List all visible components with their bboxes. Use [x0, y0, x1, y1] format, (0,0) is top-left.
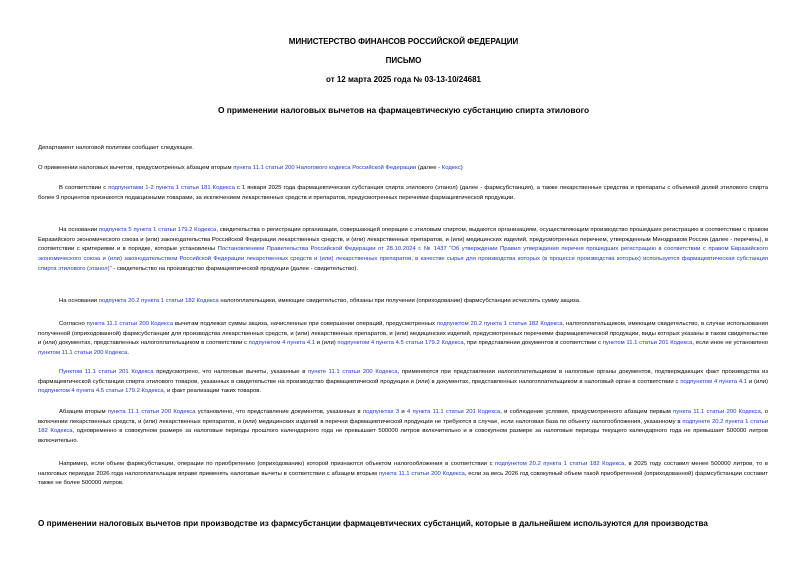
text: , если иное не установлено	[692, 340, 768, 347]
text: , применяются при представлении налогоплательщиком в налоговые органы документов, подтверждающих факт производства из фармацевтической субстанции спирта этилового товаров, указанных в свидетельстве на производство фармацевтической продукции и (или) в документах, представленных налогоплательщиком в налоговый орган в соответствии с	[38, 369, 769, 385]
document-date-number: от 12 марта 2025 года № 03-13-10/24681	[326, 75, 481, 84]
link[interactable]: подпунктом 20.2 пункта 1 статьи 182 Кодекса	[495, 461, 625, 467]
link-article-181[interactable]: подпунктами 1-2 пункта 1 статьи 181 Кодекса	[108, 185, 235, 191]
document-title: О применении налоговых вычетов на фармацевтическую субстанцию спирта этилового	[217, 105, 590, 115]
link-government-decree[interactable]: Постановлением Правительства Российской Федерации от 28.10.2024 г. № 1437 "Об утверждении Правил утверждения перечня прошедших регистрацию в соответствии с правом Евразийского экономического союза и (или) законодательством Российской Федерации лекарственных средств и (или) лекарственных препаратов, в качестве сырья для производства которых (в процессе производства которых) используется фармацевтическая субстанция спирта этилового (этанол)"	[38, 246, 768, 272]
paragraph-7	[38, 408, 768, 447]
paragraph-2	[38, 184, 768, 203]
text: (далее -	[416, 165, 442, 171]
text: и (или)	[315, 340, 338, 347]
paragraph-3	[38, 226, 768, 275]
text: , при представлении документов в соответствии с	[463, 340, 603, 347]
link[interactable]: пункта 11.1 статьи 200 Кодекса	[378, 470, 465, 477]
link[interactable]: подпунктом 4 пункта 4.1	[680, 378, 748, 385]
document-type: ПИСЬМО	[385, 56, 422, 65]
text: установлено, что представление документов, указанных в	[195, 409, 363, 415]
text: О применении налоговых вычетов, предусмотренных абзацем вторым	[38, 165, 234, 171]
link[interactable]: подпунктом 4 пункта 4.5 статьи 179.2 Кодекса	[38, 388, 164, 395]
text: , свидетельства о регистрации организации, совершающей операции с этиловым спиртом, выдаются организациям, осуществляющим производство прошедших регистрацию в соответствии с правом Евразийского экономического союза и (или) законодательства Российской Федерации лекарственных средств, и (или) лекарственных препаратов, и (или) медицинских изделий, предусмотренных перечнем, утвержденным Минздравом России (далее - перечень), в соответствии с критериями и в порядке, которые установлены	[38, 227, 768, 253]
text: , и факт реализации таких товаров.	[163, 388, 262, 395]
link[interactable]: подпункте 20.2 пункта 1 статьи 182 Кодекса	[38, 418, 768, 435]
text: с 1 января 2025 года фармацевтическая субстанция спирта этилового (этанол) (далее - фармсубстанция), а также лекарственные средства и препараты с объемной долей этилового спирта более 9 процентов признаются подакцизными товарами, за исключением лекарственных средств и препаратов, предусмотренных перечнями фармацевтической продукции.	[38, 185, 768, 201]
text: Например, если объем фармсубстанции, операции по приобретению (оприходованию) которой признаются объектом налогообложения в соответствии с	[59, 461, 496, 467]
link[interactable]: подпунктах 3	[362, 409, 400, 415]
link[interactable]: Пунктом 11.1 статьи 201 Кодекса	[59, 369, 154, 375]
link[interactable]: подпунктом 4 пункта 4.1	[248, 340, 316, 347]
text: .	[127, 350, 129, 357]
paragraph-4	[38, 297, 768, 307]
paragraph-8	[38, 460, 768, 489]
text: )	[460, 165, 463, 171]
text: , и соблюдение условия, предусмотренного абзацем первым	[500, 409, 674, 415]
link[interactable]: пункта 11.1 статьи 200 Кодекса	[86, 321, 174, 327]
link-article-179-2[interactable]: подпункта 5 пункта 1 статьи 179.2 Кодекса	[98, 227, 217, 233]
text: На основании	[59, 227, 99, 233]
paragraph-6	[38, 368, 768, 397]
link-article-200[interactable]: пункта 11.1 статьи 200 Налогового кодекса Российской Федерации	[233, 165, 417, 171]
text: , если за весь 2026 год совокупный объем такой приобретенной (оприходованной) фармсубстанции составит также не более 500000 литров.	[38, 470, 768, 487]
text: , о включении лекарственных средств, и (или) лекарственных препаратов, и (или) медицинских изделий в перечни фармацевтической продукции не требуются в случае, если налоговая база по объекту налогообложения, указанному в	[38, 409, 768, 425]
text: , одновременно в совокупном размере за налоговые периоды прошлого календарного года не превышает 500000 литров включительно и в совокупном размере за налоговые периоды текущего календарного года не превышает 500000 литров включительно.	[38, 428, 768, 445]
text: , налогоплательщиком, имеющим свидетельство, в случае использования полученной (оприходованной) фармсубстанции для производства лекарственных средств, и (или) лекарственных препаратов, и (или) медицинских изделий, предусмотренных перечнями фармацевтической продукции, виды которых указаны в таком свидетельстве и (или) документах, представленных налогоплательщиком в соответствии с	[38, 321, 769, 347]
link[interactable]: подпунктом 20.2 пункта 1 статьи 182 Кодекса	[436, 321, 563, 327]
text: , в 2025 году составил менее 500000 литров, то в налоговых периодах 2026 года налогоплательщик вправе применять налоговые вычеты в соответствии с абзацем вторым	[38, 461, 768, 477]
text: и (или)	[747, 378, 768, 385]
link[interactable]: пункта 11.1 статьи 200 Кодекса	[673, 409, 761, 415]
link[interactable]: 4 пункта 11.1 статьи 201 Кодекса	[406, 409, 501, 415]
paragraph-5	[38, 320, 768, 359]
text: предусмотрено, что налоговые вычеты, указанные в	[153, 369, 309, 375]
text: Согласно	[59, 321, 87, 327]
link-code[interactable]: Кодекс	[441, 165, 461, 171]
text: вычетам подлежат суммы акциза, начисленные при совершении операций, предусмотренных	[173, 321, 437, 327]
paragraph-intro	[38, 144, 768, 154]
paragraph-1	[38, 164, 768, 174]
text: - свидетельство на производство фармацевтической продукции (далее - свидетельство).	[111, 265, 358, 272]
link[interactable]: пунктом 11.1 статьи 200 Кодекса	[38, 350, 128, 357]
link[interactable]: пункте 11.1 статьи 200 Кодекса	[308, 369, 398, 375]
link[interactable]: пункта 11.1 статьи 200 Кодекса	[107, 409, 196, 415]
text: Абзацем вторым	[59, 409, 108, 415]
text: На основании	[59, 298, 99, 304]
link[interactable]: пунктом 11.1 статьи 201 Кодекса	[602, 340, 693, 347]
text: налогоплательщики, имеющие свидетельство, обязаны при получении (оприходовании) фармсубстанции исчислить сумму акциза.	[218, 298, 581, 304]
text: Департамент налоговой политики сообщает следующее.	[38, 145, 194, 151]
ministry-heading: МИНИСТЕРСТВО ФИНАНСОВ РОССИЙСКОЙ ФЕДЕРАЦИИ	[288, 37, 519, 46]
text: В соответствии с	[59, 185, 109, 191]
section-title: О применении налоговых вычетов при производстве из фармсубстанции фармацевтических субстанций, которые в дальнейшем используются для производства	[38, 519, 708, 528]
link-article-182[interactable]: подпункта 20.2 пункта 1 статьи 182 Кодекса	[98, 298, 219, 304]
link[interactable]: подпунктом 4 пункта 4.5 статьи 179.2 Кодекса	[337, 340, 464, 347]
text: и	[399, 409, 407, 415]
